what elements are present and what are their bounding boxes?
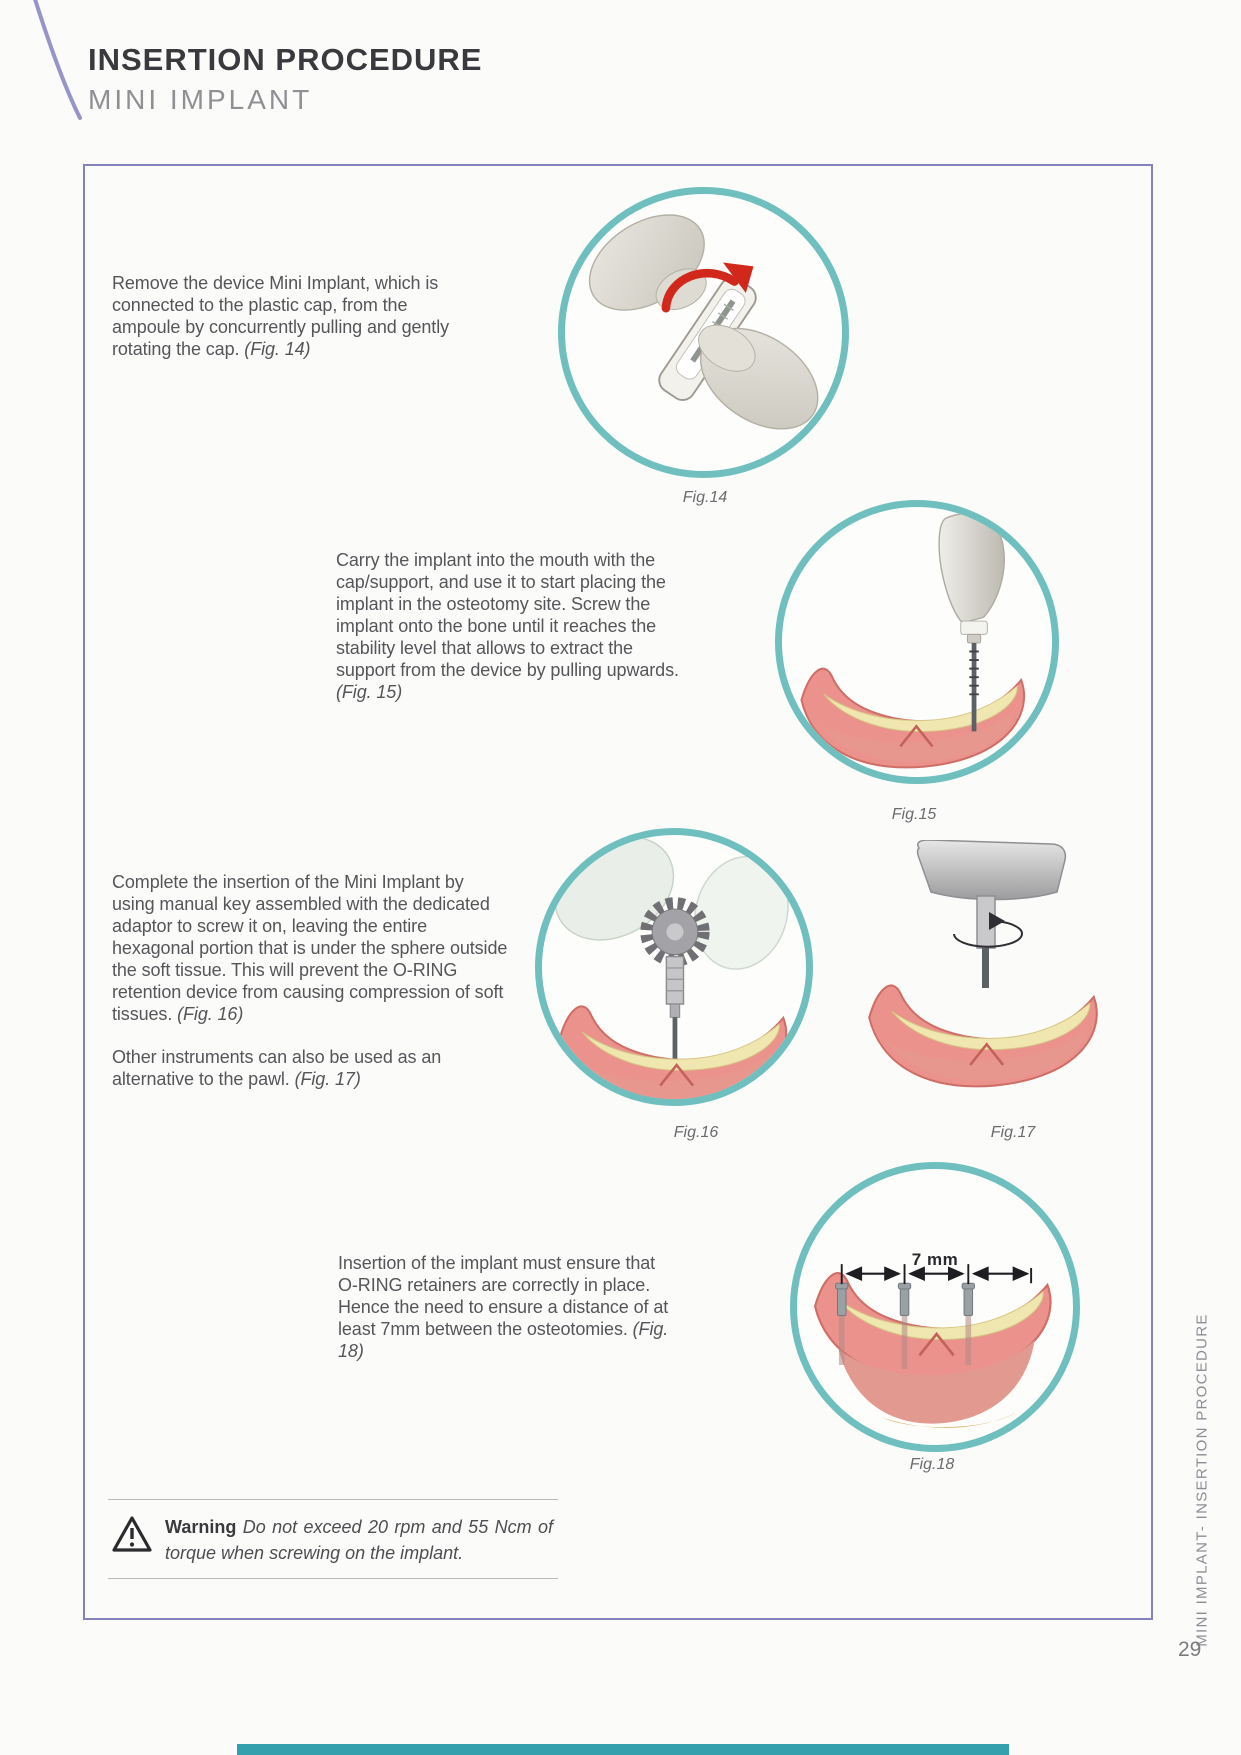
page-number: 29 xyxy=(1178,1638,1202,1661)
figure-17-art xyxy=(855,840,1115,1092)
page-title: INSERTION PROCEDURE xyxy=(88,42,483,77)
distance-label: 7 mm xyxy=(911,1250,959,1269)
procedure-step-2 xyxy=(336,549,688,703)
warning-text-block xyxy=(165,1514,553,1566)
page-subtitle: MINI IMPLANT xyxy=(88,84,313,115)
step-text: Carry the implant into the mouth with the cap/support, and use it to start placing the implant in the osteotomy site. Screw the implant onto the bone until it reaches the stability level that allows to extract the support from the device by pulling upwards. xyxy=(336,550,679,680)
figure-reference: (Fig. 17) xyxy=(294,1069,361,1089)
warning-divider-bottom xyxy=(108,1578,558,1579)
warning-divider-top xyxy=(108,1499,558,1500)
figure-caption-fig18: Fig.18 xyxy=(909,1456,955,1473)
figure-caption-fig17: Fig.17 xyxy=(990,1124,1036,1141)
footer-accent-bar xyxy=(237,1744,1009,1755)
implant-spacing-jaw-illustration xyxy=(797,1169,1073,1445)
figure-reference: (Fig. 16) xyxy=(177,1004,244,1024)
warning-triangle-icon xyxy=(110,1514,154,1556)
figure-reference: (Fig. 14) xyxy=(244,339,311,359)
warning-label: Warning xyxy=(165,1517,237,1537)
figure-caption-fig16: Fig.16 xyxy=(673,1124,719,1141)
procedure-step-3 xyxy=(112,871,510,1025)
figure-15-circle xyxy=(775,500,1059,784)
procedure-step-5 xyxy=(338,1252,672,1362)
figure-16-circle xyxy=(535,828,813,1106)
figure-caption-fig14: Fig.14 xyxy=(682,489,728,506)
procedure-step-4 xyxy=(112,1046,482,1090)
sidebar-vertical-label: MINI IMPLANT- INSERTION PROCEDURE xyxy=(1193,1313,1211,1647)
step-text: Insertion of the implant must ensure that O-RING retainers are correctly in place. Hence the need to ensure a distance of at least 7mm between the osteotomies. xyxy=(338,1253,669,1339)
figure-caption-fig15: Fig.15 xyxy=(891,806,937,823)
procedure-step-1 xyxy=(112,272,464,360)
figure-14-circle xyxy=(558,187,849,478)
figure-18-circle xyxy=(790,1162,1080,1452)
step-text: Other instruments can also be used as an alternative to the pawl. xyxy=(112,1047,442,1089)
ampoule-hands-illustration xyxy=(565,194,842,471)
warning-message: Do not exceed 20 rpm and 55 Ncm of torque when screwing on the implant. xyxy=(165,1517,553,1563)
step-text: Complete the insertion of the Mini Implant by using manual key assembled with the dedicated adaptor to screw it on, leaving the entire hexagonal portion that is under the sphere outside the soft tissue. This will prevent the O-RING retention device from causing compression of soft tissues. xyxy=(112,872,508,1024)
figure-reference: (Fig. 15) xyxy=(336,682,403,702)
handpiece-jaw-illustration xyxy=(782,507,1052,777)
ratchet-tool-jaw-illustration xyxy=(855,840,1115,1092)
step-text: Remove the device Mini Implant, which is connected to the plastic cap, from the ampoule by concurrently pulling and gently rotating the cap. xyxy=(112,273,450,359)
manual-key-jaw-illustration xyxy=(542,835,806,1099)
figure-reference: (Fig. 18) xyxy=(338,1319,669,1361)
